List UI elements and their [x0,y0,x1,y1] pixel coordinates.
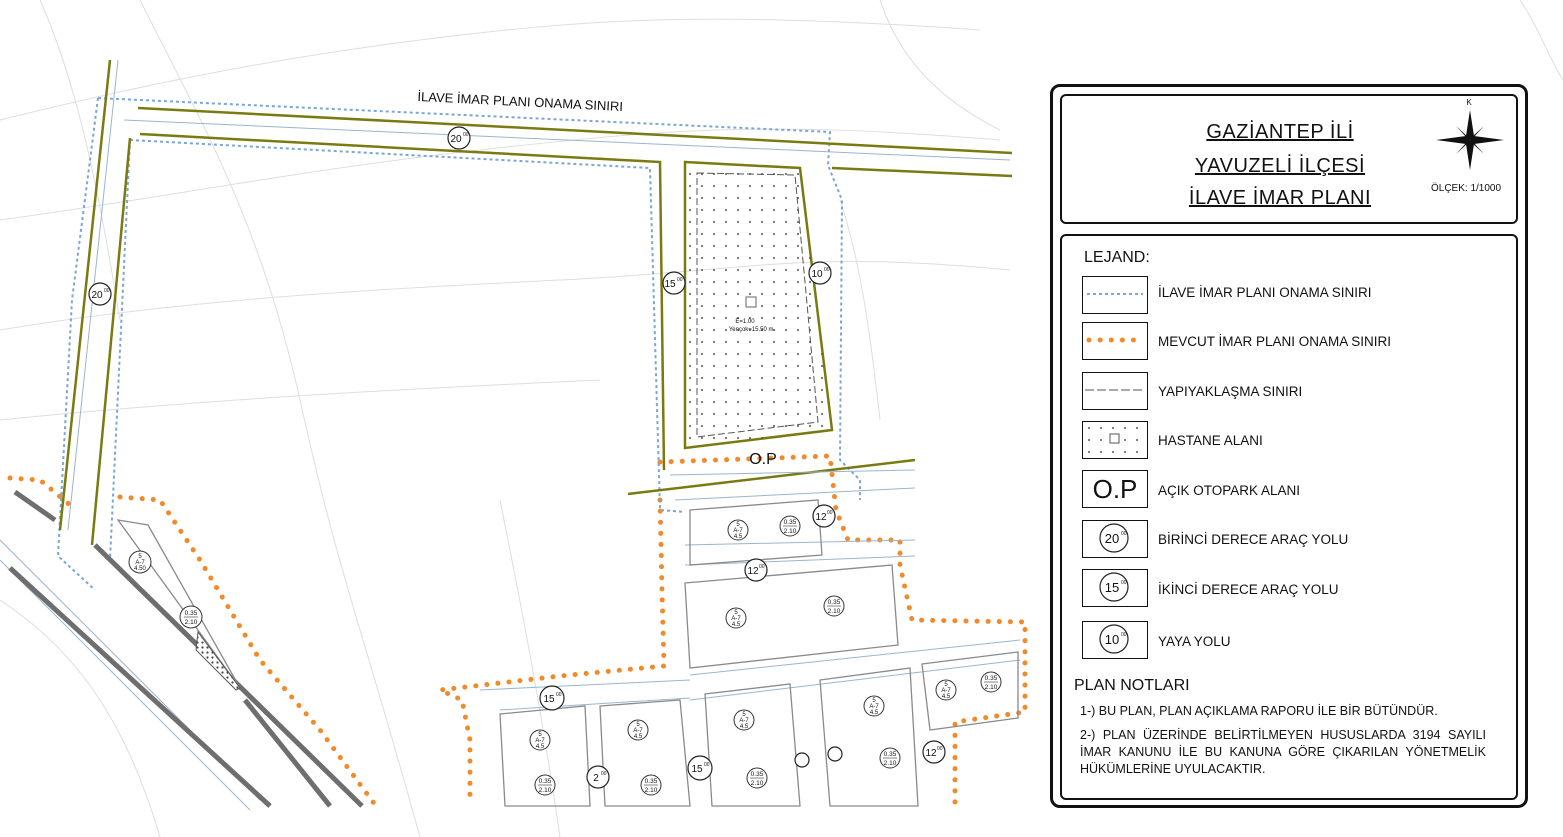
legend-symbol-new-boundary [1082,276,1148,314]
hatched-area [196,632,240,690]
svg-text:00: 00 [827,510,833,516]
svg-text:0.35: 0.35 [184,610,198,617]
svg-text:4.5: 4.5 [739,724,749,730]
zone-stamp [728,520,748,540]
svg-text:2.10: 2.10 [827,608,841,615]
svg-text:A-7: A-7 [733,528,743,534]
zone-stamp [936,680,956,700]
ratio-stamp [180,606,202,628]
ratio-stamp [780,516,800,536]
svg-text:00: 00 [677,277,683,283]
north-arrow-icon [1434,96,1506,180]
svg-text:5: 5 [636,722,640,728]
svg-text:A-7: A-7 [869,704,879,710]
svg-text:2.10: 2.10 [750,780,764,787]
ratio-stamp [880,748,900,768]
svg-text:A-7: A-7 [941,688,951,694]
legend-label-primary-road: BİRİNCİ DERECE ARAÇ YOLU [1158,532,1349,547]
svg-text:4.50: 4.50 [134,566,146,572]
hospital-parcel [685,165,832,446]
svg-text:2.10: 2.10 [184,619,198,626]
ratio-stamp [981,672,1001,692]
hospital-note-1: E=1.00 [735,319,755,325]
svg-text:2.10: 2.10 [644,787,658,794]
title-province: GAZİANTEP İLİ [1206,121,1354,143]
legend-label-parking: AÇIK OTOPARK ALANI [1158,483,1301,498]
road-marker-small-a [795,753,809,767]
road-label-15-mid: 15 [664,279,676,290]
svg-text:0.35: 0.35 [883,751,897,758]
svg-text:00: 00 [759,564,765,570]
ratio-stamp [824,596,844,616]
road-label-15-bottom: 15 [691,764,703,775]
svg-text:2.10: 2.10 [783,528,797,535]
legend-label-new-boundary: İLAVE İMAR PLANI ONAMA SINIRI [1158,285,1372,300]
zone-stamp [734,710,754,730]
legend-label-hospital: HASTANE ALANI [1158,433,1263,448]
svg-text:4.5: 4.5 [941,694,951,700]
legend-symbol-secondary-road [1082,569,1148,607]
svg-text:2.10: 2.10 [883,760,897,767]
road-label-12-b: 12 [747,566,759,577]
parking-label: O.P [749,451,777,468]
zone-stamp [726,608,746,628]
legend-symbol-pedestrian-road [1082,621,1148,659]
svg-text:0.35: 0.35 [538,778,552,785]
svg-text:00: 00 [824,267,830,273]
legend-symbol-existing-boundary [1082,322,1148,360]
ratio-stamp [747,768,767,788]
svg-text:A-7: A-7 [135,560,145,566]
svg-text:0.35: 0.35 [984,675,998,682]
legend-label-pedestrian-road: YAYA YOLU [1158,634,1231,649]
svg-text:5: 5 [538,732,542,738]
svg-text:00: 00 [1121,531,1127,537]
note-1: 1-) BU PLAN, PLAN AÇIKLAMA RAPORU İLE BİR BÜTÜNDÜR. [1080,704,1438,718]
new-boundary-label: İLAVE İMAR PLANI ONAMA SINIRI [417,88,624,115]
svg-text:00: 00 [937,746,943,752]
road-label-10-right: 10 [811,269,823,280]
svg-text:4.5: 4.5 [731,622,741,628]
svg-text:00: 00 [1121,580,1127,586]
road-edges [60,60,1012,545]
svg-text:A-7: A-7 [633,728,643,734]
svg-text:5: 5 [734,610,738,616]
svg-text:5: 5 [138,554,142,560]
svg-text:2.10: 2.10 [538,787,552,794]
legend-symbol-primary-road [1082,520,1148,558]
zone-stamp [864,696,884,716]
svg-text:5: 5 [944,682,948,688]
legend-symbol-hospital [1082,421,1148,459]
scale-label: ÖLÇEK: 1/1000 [1431,183,1502,194]
svg-text:5: 5 [736,522,740,528]
svg-text:00: 00 [601,771,607,777]
road-label-15-low: 15 [543,694,555,705]
svg-text:00: 00 [463,132,469,138]
notes-heading: PLAN NOTLARI [1074,677,1190,694]
svg-text:00: 00 [1121,632,1127,638]
svg-text:4.5: 4.5 [869,710,879,716]
road-marker-labels [91,134,937,784]
svg-text:A-7: A-7 [739,718,749,724]
svg-text:4.5: 4.5 [633,734,643,740]
legend-symbol-setback [1082,372,1148,410]
svg-text:5: 5 [742,712,746,718]
road-label-12-a: 12 [815,512,827,523]
zoning-stamps [129,520,956,750]
road-marker-small-b [828,747,842,761]
zone-stamp [628,720,648,740]
svg-text:20: 20 [1104,531,1120,546]
svg-text:0.35: 0.35 [750,771,764,778]
svg-text:5: 5 [872,698,876,704]
svg-text:00: 00 [556,692,562,698]
svg-text:0.35: 0.35 [827,599,841,606]
svg-text:0.35: 0.35 [644,778,658,785]
svg-text:A-7: A-7 [535,738,545,744]
svg-text:15: 15 [1104,580,1120,595]
zone-stamp [129,551,151,573]
svg-text:4.5: 4.5 [733,534,743,540]
note-2: 2-) PLAN ÜZERİNDE BELİRTİLMEYEN HUSUSLARDA 3194 SAYILI İMAR KANUNU İLE BU KANUNA GÖRE ÇIKARILAN YÖNETMELİK HÜKÜMLERİNE UYULACAKTIR. [1080,728,1486,776]
legend-label-secondary-road: İKİNCİ DERECE ARAÇ YOLU [1158,582,1339,597]
hospital-note-2: Yençok=15.50 m. [728,327,776,333]
legend-label-setback: YAPIYAKLAŞMA SINIRI [1158,384,1303,399]
ratio-stamp [641,775,661,795]
svg-text:A-7: A-7 [731,616,741,622]
legend-symbol-parking: O.P [1082,470,1148,508]
svg-text:K: K [1466,98,1472,107]
road-label-20-top: 20 [450,134,462,145]
title-district: YAVUZELİ İLÇESİ [1194,155,1366,177]
legend-heading: LEJAND: [1084,249,1150,266]
svg-text:00: 00 [104,288,110,294]
svg-text:2.10: 2.10 [984,684,998,691]
legend-label-existing-boundary: MEVCUT İMAR PLANI ONAMA SINIRI [1158,334,1392,349]
svg-text:4.5: 4.5 [535,744,545,750]
svg-text:0.35: 0.35 [783,519,797,526]
road-label-12-bottom: 12 [925,748,937,759]
road-label-20-left: 20 [91,290,103,301]
title-plan: İLAVE İMAR PLANI [1188,187,1372,209]
zone-stamp [530,730,550,750]
ratio-stamp [535,775,555,795]
svg-text:10: 10 [1104,632,1120,647]
road-label-2-bottom: 2 [593,773,599,784]
svg-text:00: 00 [704,762,710,768]
existing-plan-boundary [10,456,1025,806]
